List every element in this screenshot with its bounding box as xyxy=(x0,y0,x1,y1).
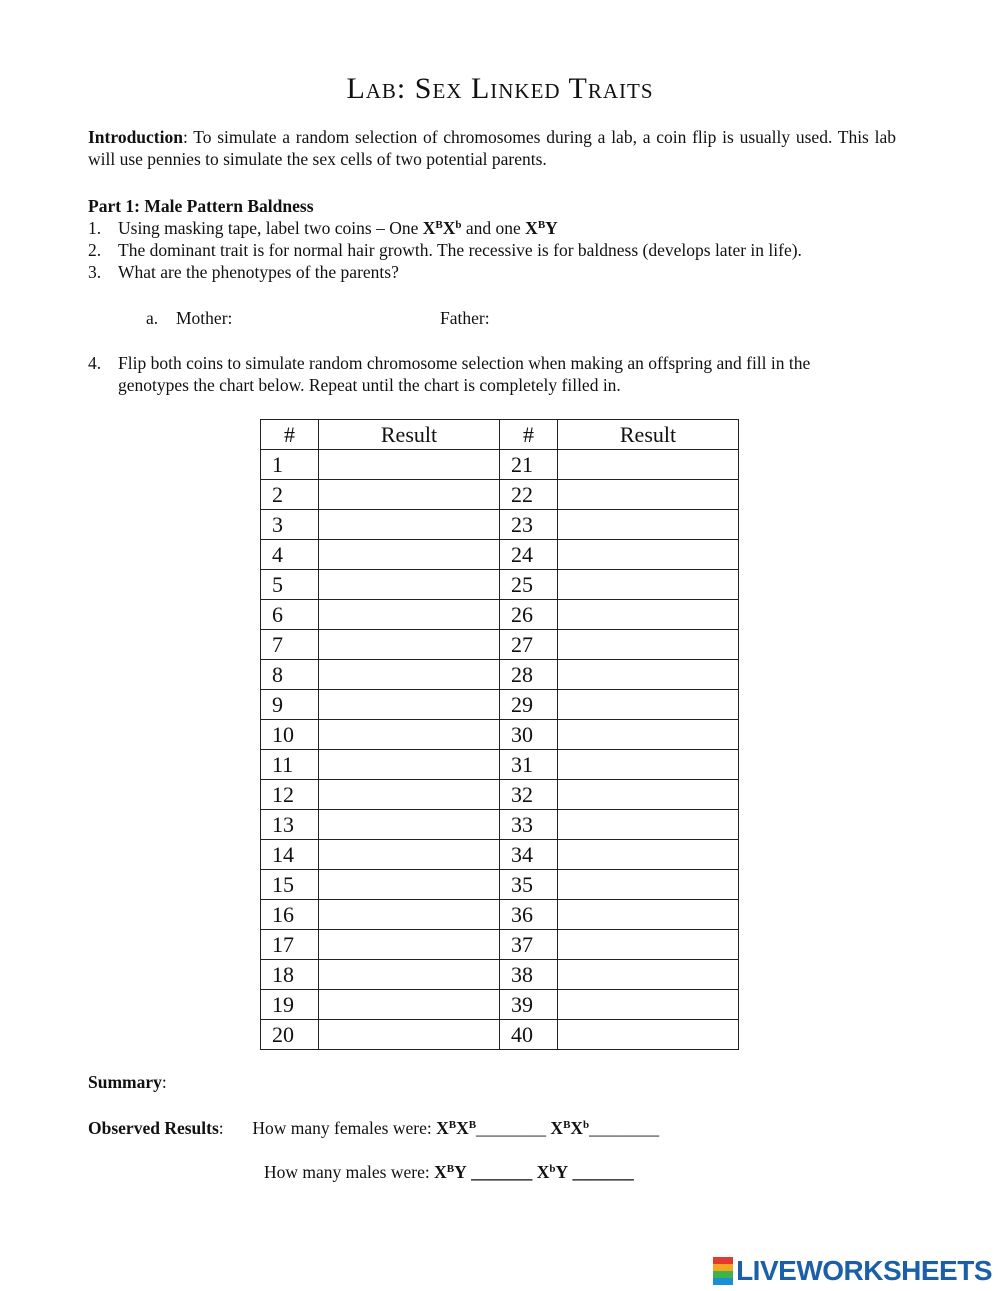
genotype-XbY: $X^bY$ xyxy=(536,1162,569,1182)
row-number: 20 xyxy=(261,1020,319,1050)
result-cell[interactable] xyxy=(558,450,739,480)
instruction-2 xyxy=(88,239,802,261)
liveworksheets-logo xyxy=(713,1255,992,1287)
females-question: How many females were: xyxy=(252,1118,437,1138)
result-cell[interactable] xyxy=(558,1020,739,1050)
table-row xyxy=(261,900,739,930)
result-cell[interactable] xyxy=(319,720,500,750)
result-cell[interactable] xyxy=(319,510,500,540)
row-number: 37 xyxy=(500,930,558,960)
row-number: 25 xyxy=(500,570,558,600)
instruction-4-line2: genotypes the chart below. Repeat until the chart is completely filled in. xyxy=(118,375,621,395)
blank-XBXB[interactable]: ________ xyxy=(476,1118,547,1138)
result-cell[interactable] xyxy=(319,960,500,990)
table-row xyxy=(261,660,739,690)
result-cell[interactable] xyxy=(319,810,500,840)
row-number: 19 xyxy=(261,990,319,1020)
chart-header-row xyxy=(261,420,739,450)
result-cell[interactable] xyxy=(319,480,500,510)
row-number: 39 xyxy=(500,990,558,1020)
result-cell[interactable] xyxy=(319,870,500,900)
observed-colon: : xyxy=(218,1118,224,1138)
logo-stripe xyxy=(713,1264,733,1271)
result-cell[interactable] xyxy=(558,990,739,1020)
males-question: How many males were: xyxy=(264,1162,435,1182)
introduction-paragraph xyxy=(88,126,896,170)
row-number: 3 xyxy=(261,510,319,540)
genotype-mother: $X^BX^b$ xyxy=(422,218,462,238)
table-row xyxy=(261,600,739,630)
sub-question-a xyxy=(146,307,232,329)
mother-label: Mother: xyxy=(176,308,233,328)
result-cell[interactable] xyxy=(319,780,500,810)
row-number: 28 xyxy=(500,660,558,690)
row-number: 4 xyxy=(261,540,319,570)
row-number: 14 xyxy=(261,840,319,870)
part1-heading: Part 1: Male Pattern Baldness xyxy=(88,196,314,216)
row-number: 31 xyxy=(500,750,558,780)
table-row xyxy=(261,510,739,540)
result-cell[interactable] xyxy=(319,750,500,780)
blank-XBXb[interactable]: ________ xyxy=(589,1118,660,1138)
row-number: 18 xyxy=(261,960,319,990)
table-row xyxy=(261,870,739,900)
table-row xyxy=(261,480,739,510)
row-number: 38 xyxy=(500,960,558,990)
father-label: Father: xyxy=(440,308,490,328)
row-number: 11 xyxy=(261,750,319,780)
result-cell[interactable] xyxy=(558,960,739,990)
intro-label: Introduction xyxy=(88,127,183,147)
instruction-1-mid: and one xyxy=(461,218,526,238)
genotype-XBXB: $X^BX^B$ xyxy=(436,1118,477,1138)
row-number: 34 xyxy=(500,840,558,870)
summary-colon: : xyxy=(161,1072,167,1092)
instruction-3 xyxy=(88,261,399,283)
result-cell[interactable] xyxy=(319,930,500,960)
row-number: 26 xyxy=(500,600,558,630)
row-number: 17 xyxy=(261,930,319,960)
result-cell[interactable] xyxy=(558,780,739,810)
logo-stripe xyxy=(713,1278,733,1285)
instruction-4-line1: Flip both coins to simulate random chromosome selection when making an offspring and fill in the xyxy=(118,353,811,373)
row-number: 32 xyxy=(500,780,558,810)
header-number: # xyxy=(500,420,558,450)
row-number: 1 xyxy=(261,450,319,480)
result-cell[interactable] xyxy=(558,930,739,960)
result-cell[interactable] xyxy=(319,990,500,1020)
row-number: 10 xyxy=(261,720,319,750)
blank-XbY[interactable]: _______ xyxy=(572,1162,634,1182)
table-row xyxy=(261,960,739,990)
result-cell[interactable] xyxy=(319,450,500,480)
logo-stripe xyxy=(713,1257,733,1264)
table-row xyxy=(261,540,739,570)
table-row xyxy=(261,840,739,870)
summary xyxy=(88,1072,167,1093)
result-cell[interactable] xyxy=(319,840,500,870)
result-cell[interactable] xyxy=(558,750,739,780)
result-cell[interactable] xyxy=(558,810,739,840)
row-number: 2 xyxy=(261,480,319,510)
result-cell[interactable] xyxy=(558,660,739,690)
result-cell[interactable] xyxy=(558,600,739,630)
result-cell[interactable] xyxy=(558,570,739,600)
table-row xyxy=(261,570,739,600)
table-row xyxy=(261,690,739,720)
instruction-1-text: Using masking tape, label two coins – One xyxy=(118,218,423,238)
row-number: 21 xyxy=(500,450,558,480)
result-cell[interactable] xyxy=(319,660,500,690)
result-cell[interactable] xyxy=(319,1020,500,1050)
row-number: 8 xyxy=(261,660,319,690)
logo-badge-icon xyxy=(713,1257,733,1285)
row-number: 5 xyxy=(261,570,319,600)
table-row xyxy=(261,450,739,480)
sub-letter: a. xyxy=(146,308,159,328)
result-cell[interactable] xyxy=(319,540,500,570)
result-cell[interactable] xyxy=(319,900,500,930)
result-cell[interactable] xyxy=(558,690,739,720)
row-number: 33 xyxy=(500,810,558,840)
row-number: 40 xyxy=(500,1020,558,1050)
instruction-3-text: What are the phenotypes of the parents? xyxy=(118,262,399,282)
result-cell[interactable] xyxy=(319,630,500,660)
table-row xyxy=(261,990,739,1020)
row-number: 22 xyxy=(500,480,558,510)
header-number: # xyxy=(261,420,319,450)
observed-label: Observed Results xyxy=(88,1118,219,1138)
list-number: 2. xyxy=(88,240,102,260)
row-number: 6 xyxy=(261,600,319,630)
list-number: 1. xyxy=(88,218,102,238)
result-cell[interactable] xyxy=(319,600,500,630)
row-number: 36 xyxy=(500,900,558,930)
observed-results-males xyxy=(264,1162,634,1183)
instruction-4 xyxy=(88,352,810,374)
table-row xyxy=(261,810,739,840)
row-number: 29 xyxy=(500,690,558,720)
logo-text: LIVEWORKSHEETS xyxy=(736,1255,992,1286)
row-number: 16 xyxy=(261,900,319,930)
genotype-father: $X^BY$ xyxy=(525,218,558,238)
result-cell[interactable] xyxy=(558,840,739,870)
row-number: 35 xyxy=(500,870,558,900)
result-cell[interactable] xyxy=(558,900,739,930)
list-number: 3. xyxy=(88,262,102,282)
result-cell[interactable] xyxy=(558,540,739,570)
logo-stripe xyxy=(713,1271,733,1278)
result-cell[interactable] xyxy=(558,870,739,900)
instruction-1 xyxy=(88,217,558,239)
results-chart xyxy=(260,419,739,1050)
instruction-2-text: The dominant trait is for normal hair growth. The recessive is for baldness (develops later in life). xyxy=(118,240,802,260)
table-row xyxy=(261,780,739,810)
summary-label: Summary xyxy=(88,1072,162,1092)
table-row xyxy=(261,1020,739,1050)
table-row xyxy=(261,630,739,660)
page-title: Lab: Sex Linked Traits xyxy=(346,72,654,105)
result-cell[interactable] xyxy=(558,630,739,660)
intro-text: : To simulate a random selection of chromosomes during a lab, a coin flip is usually used. This lab will use pennies to simulate the sex cells of two potential parents. xyxy=(88,127,896,169)
row-number: 27 xyxy=(500,630,558,660)
genotype-XBXb: $X^BX^b$ xyxy=(550,1118,590,1138)
result-cell[interactable] xyxy=(558,720,739,750)
row-number: 13 xyxy=(261,810,319,840)
table-row xyxy=(261,720,739,750)
observed-results-females xyxy=(88,1118,659,1139)
row-number: 9 xyxy=(261,690,319,720)
row-number: 23 xyxy=(500,510,558,540)
result-cell[interactable] xyxy=(319,570,500,600)
table-row xyxy=(261,750,739,780)
table-row xyxy=(261,930,739,960)
result-cell[interactable] xyxy=(319,690,500,720)
header-result: Result xyxy=(319,420,500,450)
blank-XBY[interactable]: _______ xyxy=(471,1162,533,1182)
row-number: 15 xyxy=(261,870,319,900)
list-number: 4. xyxy=(88,353,102,373)
row-number: 24 xyxy=(500,540,558,570)
header-result: Result xyxy=(558,420,739,450)
row-number: 12 xyxy=(261,780,319,810)
result-cell[interactable] xyxy=(558,510,739,540)
result-cell[interactable] xyxy=(558,480,739,510)
row-number: 30 xyxy=(500,720,558,750)
genotype-XBY: $X^BY$ xyxy=(434,1162,467,1182)
row-number: 7 xyxy=(261,630,319,660)
